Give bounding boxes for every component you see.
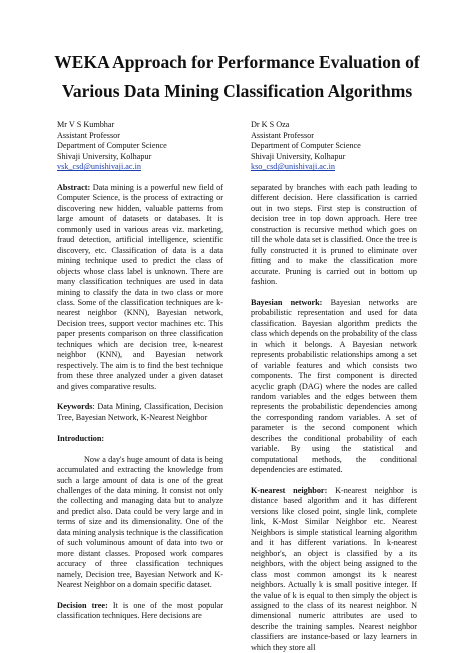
paper-title-line-1: WEKA Approach for Performance Evaluation of [54,52,420,72]
knn-label: K-nearest neighbor: [251,486,328,496]
author-block-2 [251,120,361,173]
abstract-paragraph [57,183,223,392]
abstract-label: Abstract: [57,183,91,192]
author-block-1 [57,120,167,173]
author-position: Assistant Professor [57,130,120,140]
knn-text: K-nearest neighbor is distance based algorithm and it has different versions like closed point, single link, complete link, K-Most Similar Neighbor etc. Nearest Neighbors is simple statistical learning algorithm and it has different variations. In k-nearest neighbor's, an object is classified by a its neighbors, with the object being assigned to the class most common amongst its k nearest neighbors. Actually k is small positive integer. If the value of k is equal to then simply the object is assigned to the class of its nearest neighbor. N dimensional numeric attributes are used to describe the training samples. Nearest neighbor classifiers are instance-based or lazy learners in which they store all [251,486,418,652]
keywords-label: Keywords [57,402,93,412]
author-department: Department of Computer Science [57,141,167,151]
author-university: Shivaji University, Kolhapur [251,151,346,161]
knn-paragraph [251,486,417,653]
introduction-text: Now a day's huge amount of data is being accumulated and extracting the knowledge from such a large amount of data is one of the great challenges of the data mining. It consist not only the collecting and managing data but to analyze and predict also. Data could be very large and in terms of size and its dimensionality. One of the data mining analysis technique is the classification of such voluminous amount of data into two or more distant classes. Proposed work compares accuracy of three classification techniques namely, Decision tree, Bayesian Network and K-Nearest Neighbor on a domain specific dataset. [57,454,223,590]
author-position: Assistant Professor [251,130,314,140]
keywords-text: : Data Mining, Classification, Decision Tree, Bayesian Network, K-Nearest Neighbor [57,402,223,422]
keywords-paragraph [57,402,223,423]
author-name: Mr V S Kumbhar [57,120,115,129]
bayesian-text: Bayesian networks are probabilistic representation and used for data classification. Bayesian algorithm predicts the class which depends on the probability of the class in which it belongs. A Bayesian network represents probabilistic relationships among a set of variable features and which consists two components. The first component is directed acyclic graph (DAG) where the nodes are called random variables and the edges between them represents the probabilistic dependencies among the corresponding random variables. A set of parameter is the second component which describes the conditional probability of each variable. By using the statistical and computational methods, the conditional dependencies are estimated. [251,297,417,475]
left-column [57,183,223,622]
introduction-heading: Introduction: [57,433,105,443]
abstract-text: Data mining is a powerful new field of Computer Science, is the process of extracting or discovering new hidden, valuable patterns from large amount of datasets or databases. It is commonly used in various areas viz. marketing, fraud detection, artificial intelligence, scientific discovery, etc. Classification of data is a data mining technique used to predict the class of objects whose class label is unknown. There are many classification techniques are used in data mining to classify the data in two class or more class. Some of the classification techniques are k-nearest neighbor (KNN), Bayesian network, Decision trees, support vector machines etc. This paper presents comparison on three classification techniques which are decision tree, k-nearest neighbor (KNN), and Bayesian network respectively. The aim is to find the best technique from these three analyzed under a given dataset and gives comparative results. [57,183,224,391]
right-column [251,183,417,653]
author-name: Dr K S Oza [251,120,290,129]
author-university: Shivaji University, Kolhapur [57,151,152,161]
decision-tree-continued-text: separated by branches with each path leading to different decision. Here classification is carried out in two steps. First step is construction of decision tree in top down approach. Here tree construction is recursive method which goes on till the whole data set is classified. Once the tree is fully constructed it is pruned to eliminate over fitting and to make the classification more accurate. Pruning is carried out in bottom up fashion. [251,183,417,287]
author-email-link[interactable]: vsk_csd@unishivaji.ac.in [57,162,141,172]
paper-title-line-2: Various Data Mining Classification Algorithms [61,81,413,101]
decision-tree-label: Decision tree: [57,600,108,610]
decision-tree-paragraph [57,601,223,622]
decision-tree-text: It is one of the most popular classification techniques. Here decisions are [57,600,223,621]
author-department: Department of Computer Science [251,141,361,151]
bayesian-label: Bayesian network: [251,297,323,307]
author-email-link[interactable]: kso_csd@unishivaji.ac.in [251,162,335,172]
bayesian-paragraph [251,298,417,476]
